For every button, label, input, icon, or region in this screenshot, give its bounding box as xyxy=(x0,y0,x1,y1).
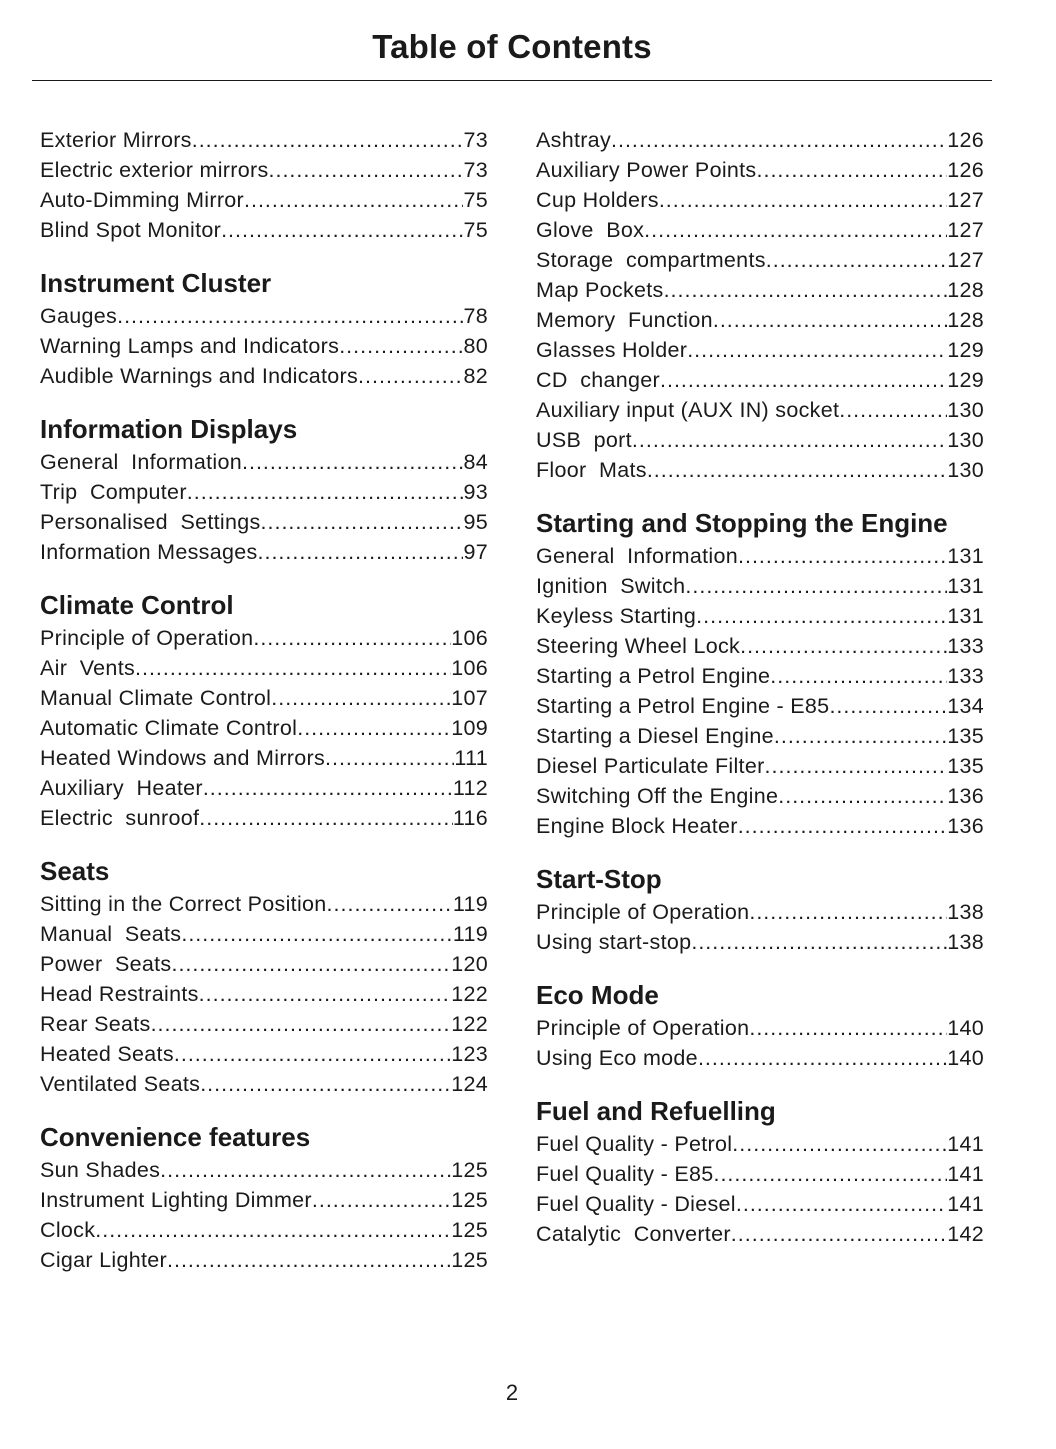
toc-entry[interactable] xyxy=(40,1185,488,1215)
toc-entry-label: Keyless Starting xyxy=(536,604,697,628)
toc-entry-label: Electric exterior mirrors xyxy=(40,158,269,182)
dot-leader xyxy=(187,477,464,507)
dot-leader xyxy=(199,803,453,833)
toc-entry[interactable] xyxy=(536,721,984,751)
dot-leader xyxy=(660,365,947,395)
toc-entry-page: 106 xyxy=(451,626,488,650)
toc-entry[interactable] xyxy=(40,949,488,979)
dot-leader xyxy=(244,185,463,215)
toc-entry-page: 131 xyxy=(947,544,984,568)
toc-entry-label: Floor Mats xyxy=(536,458,647,482)
dot-leader xyxy=(738,811,948,841)
toc-entry-page: 129 xyxy=(947,368,984,392)
toc-entry-page: 136 xyxy=(947,814,984,838)
toc-entry-page: 75 xyxy=(463,218,488,242)
toc-entry-page: 122 xyxy=(451,982,488,1006)
dot-leader xyxy=(732,1129,947,1159)
toc-entry-page: 75 xyxy=(463,188,488,212)
dot-leader xyxy=(757,155,948,185)
toc-entry[interactable] xyxy=(536,1159,984,1189)
toc-entry-page: 129 xyxy=(947,338,984,362)
toc-entry-label: Information Messages xyxy=(40,540,258,564)
toc-entry-page: 127 xyxy=(947,188,984,212)
page-title: Table of Contents xyxy=(372,28,652,65)
toc-entry[interactable] xyxy=(40,185,488,215)
dot-leader xyxy=(261,507,464,537)
section-heading: Starting and Stopping the Engine xyxy=(536,508,948,538)
toc-entry[interactable] xyxy=(40,215,488,245)
dot-leader xyxy=(632,425,947,455)
toc-entry-label: Glove Box xyxy=(536,218,645,242)
dot-leader xyxy=(713,1159,947,1189)
toc-entry[interactable] xyxy=(40,361,488,391)
toc-entry-label: Auxiliary Power Points xyxy=(536,158,757,182)
toc-entry-label: Trip Computer xyxy=(40,480,187,504)
toc-entry-label: Sitting in the Correct Position xyxy=(40,892,327,916)
toc-entry-label: Exterior Mirrors xyxy=(40,128,192,152)
toc-entry[interactable] xyxy=(536,395,984,425)
dot-leader xyxy=(749,1013,947,1043)
dot-leader xyxy=(691,927,947,957)
toc-entry-page: 120 xyxy=(451,952,488,976)
dot-leader xyxy=(774,721,947,751)
toc-entry[interactable] xyxy=(536,1189,984,1219)
toc-entry-page: 131 xyxy=(947,604,984,628)
toc-entry[interactable] xyxy=(536,125,984,155)
toc-entry[interactable] xyxy=(536,245,984,275)
toc-entry[interactable] xyxy=(40,1245,488,1275)
toc-entry-page: 119 xyxy=(452,922,488,946)
dot-leader xyxy=(199,979,452,1009)
dot-leader xyxy=(664,275,948,305)
toc-section xyxy=(536,125,984,485)
dot-leader xyxy=(151,1009,452,1039)
toc-entry-page: 125 xyxy=(451,1188,488,1212)
toc-entry-label: Heated Seats xyxy=(40,1042,174,1066)
toc-entry-label: Fuel Quality - Diesel xyxy=(536,1192,736,1216)
toc-entry-page: 135 xyxy=(947,724,984,748)
toc-entry-label: General Information xyxy=(40,450,242,474)
toc-entry[interactable] xyxy=(40,653,488,683)
dot-leader xyxy=(258,537,464,567)
dot-leader xyxy=(171,949,451,979)
toc-entry-page: 125 xyxy=(451,1218,488,1242)
toc-entry[interactable] xyxy=(536,185,984,215)
toc-entry[interactable] xyxy=(536,631,984,661)
toc-entry-page: 125 xyxy=(451,1248,488,1272)
dot-leader xyxy=(181,919,452,949)
dot-leader xyxy=(160,1155,451,1185)
toc-entry-label: Air Vents xyxy=(40,656,136,680)
toc-entry-page: 73 xyxy=(463,158,488,182)
toc-entry-page: 130 xyxy=(947,398,984,422)
toc-entry-label: Heated Windows and Mirrors xyxy=(40,746,326,770)
dot-leader xyxy=(192,125,464,155)
toc-entry-label: Ignition Switch xyxy=(536,574,686,598)
dot-leader xyxy=(325,743,454,773)
toc-entry-label: CD changer xyxy=(536,368,660,392)
toc-entry-label: Glasses Holder xyxy=(536,338,688,362)
toc-entry-page: 80 xyxy=(463,334,488,358)
toc-entry-page: 134 xyxy=(947,694,984,718)
toc-entry[interactable] xyxy=(536,1013,984,1043)
toc-entry-label: USB port xyxy=(536,428,632,452)
toc-entry-page: 123 xyxy=(451,1042,488,1066)
dot-leader xyxy=(269,155,464,185)
toc-entry-page: 93 xyxy=(463,480,488,504)
dot-leader xyxy=(221,215,463,245)
toc-entry-page: 78 xyxy=(463,304,488,328)
dot-leader xyxy=(327,889,453,919)
toc-entry-label: Memory Function xyxy=(536,308,713,332)
toc-entry-label: Starting a Petrol Engine xyxy=(536,664,771,688)
dot-leader xyxy=(770,661,947,691)
toc-entry-label: Principle of Operation xyxy=(40,626,254,650)
toc-entry-page: 130 xyxy=(947,458,984,482)
toc-entry[interactable] xyxy=(40,1155,488,1185)
toc-entry-label: Fuel Quality - E85 xyxy=(536,1162,714,1186)
toc-entry-label: Cup Holders xyxy=(536,188,659,212)
dot-leader xyxy=(200,1069,451,1099)
toc-entry[interactable] xyxy=(40,155,488,185)
toc-entry-label: Personalised Settings xyxy=(40,510,261,534)
toc-entry-page: 135 xyxy=(947,754,984,778)
page-number: 2 xyxy=(505,1380,519,1405)
toc-right-column xyxy=(536,125,984,1273)
toc-entry-page: 126 xyxy=(947,128,984,152)
toc-entry-page: 107 xyxy=(451,686,488,710)
dot-leader xyxy=(203,773,453,803)
toc-entry-label: Using Eco mode xyxy=(536,1046,698,1070)
toc-section xyxy=(536,509,984,841)
dot-leader xyxy=(647,455,947,485)
toc-entry-page: 142 xyxy=(947,1222,984,1246)
toc-entry-page: 138 xyxy=(947,900,984,924)
toc-entry[interactable] xyxy=(40,1039,488,1069)
toc-entry[interactable] xyxy=(536,1219,984,1249)
toc-entry-page: 133 xyxy=(947,664,984,688)
toc-entry-label: Power Seats xyxy=(40,952,172,976)
toc-entry-page: 109 xyxy=(451,716,488,740)
toc-entry-label: Head Restraints xyxy=(40,982,199,1006)
dot-leader xyxy=(778,781,947,811)
section-heading: Instrument Cluster xyxy=(40,268,272,298)
toc-section xyxy=(536,981,984,1073)
toc-entry-label: Auxiliary input (AUX IN) socket xyxy=(536,398,840,422)
toc-entry-label: Sun Shades xyxy=(40,1158,161,1182)
dot-leader xyxy=(696,601,947,631)
dot-leader xyxy=(95,1215,451,1245)
dot-leader xyxy=(685,571,947,601)
toc-entry-label: General Information xyxy=(536,544,738,568)
toc-entry[interactable] xyxy=(536,601,984,631)
toc-entry[interactable] xyxy=(40,743,488,773)
toc-entry-label: Instrument Lighting Dimmer xyxy=(40,1188,312,1212)
toc-entry[interactable] xyxy=(40,623,488,653)
toc-entry-page: 133 xyxy=(947,634,984,658)
toc-entry-label: Engine Block Heater xyxy=(536,814,738,838)
toc-section xyxy=(40,125,488,245)
dot-leader xyxy=(736,1189,947,1219)
toc-entry[interactable] xyxy=(40,773,488,803)
toc-section xyxy=(536,865,984,957)
toc-left-column xyxy=(40,125,488,1299)
toc-entry-label: Gauges xyxy=(40,304,118,328)
dot-leader xyxy=(766,245,947,275)
toc-entry[interactable] xyxy=(40,889,488,919)
toc-entry-page: 82 xyxy=(463,364,488,388)
toc-entry-label: Electric sunroof xyxy=(40,806,200,830)
section-heading: Eco Mode xyxy=(536,980,659,1010)
toc-entry[interactable] xyxy=(40,979,488,1009)
section-heading: Start-Stop xyxy=(536,864,662,894)
toc-entry-page: 127 xyxy=(947,218,984,242)
toc-entry[interactable] xyxy=(40,125,488,155)
dot-leader xyxy=(644,215,947,245)
toc-entry-page: 111 xyxy=(454,746,488,770)
toc-entry-label: Starting a Petrol Engine - E85 xyxy=(536,694,830,718)
toc-entry[interactable] xyxy=(40,447,488,477)
toc-section xyxy=(40,269,488,391)
toc-entry-page: 122 xyxy=(451,1012,488,1036)
toc-entry-label: Using start-stop xyxy=(536,930,692,954)
toc-entry[interactable] xyxy=(536,215,984,245)
toc-entry[interactable] xyxy=(40,683,488,713)
dot-leader xyxy=(749,897,947,927)
toc-entry[interactable] xyxy=(40,1215,488,1245)
toc-entry[interactable] xyxy=(536,1129,984,1159)
toc-entry-label: Rear Seats xyxy=(40,1012,151,1036)
dot-leader xyxy=(253,623,451,653)
section-heading: Seats xyxy=(40,856,110,886)
toc-entry[interactable] xyxy=(536,781,984,811)
toc-entry[interactable] xyxy=(40,919,488,949)
toc-entry-label: Manual Climate Control xyxy=(40,686,272,710)
toc-entry[interactable] xyxy=(40,331,488,361)
toc-entry-label: Steering Wheel Lock xyxy=(536,634,741,658)
toc-entry-page: 138 xyxy=(947,930,984,954)
dot-leader xyxy=(358,361,463,391)
section-heading: Fuel and Refuelling xyxy=(536,1096,776,1126)
dot-leader xyxy=(829,691,947,721)
toc-entry-label: Catalytic Converter xyxy=(536,1222,731,1246)
toc-entry-page: 95 xyxy=(463,510,488,534)
dot-leader xyxy=(731,1219,947,1249)
toc-entry-page: 128 xyxy=(947,278,984,302)
dot-leader xyxy=(611,125,947,155)
toc-entry[interactable] xyxy=(536,365,984,395)
dot-leader xyxy=(713,305,947,335)
dot-leader xyxy=(312,1185,451,1215)
toc-entry-page: 106 xyxy=(451,656,488,680)
toc-section xyxy=(40,857,488,1099)
toc-entry[interactable] xyxy=(536,811,984,841)
toc-entry-page: 126 xyxy=(947,158,984,182)
toc-entry-page: 84 xyxy=(463,450,488,474)
toc-entry-label: Cigar Lighter xyxy=(40,1248,167,1272)
toc-entry-label: Ventilated Seats xyxy=(40,1072,201,1096)
dot-leader xyxy=(297,713,451,743)
toc-entry-label: Fuel Quality - Petrol xyxy=(536,1132,733,1156)
toc-entry-label: Diesel Particulate Filter xyxy=(536,754,765,778)
toc-entry[interactable] xyxy=(536,305,984,335)
dot-leader xyxy=(135,653,451,683)
toc-entry[interactable] xyxy=(40,1009,488,1039)
dot-leader xyxy=(659,185,947,215)
toc-entry[interactable] xyxy=(536,455,984,485)
toc-entry-label: Ashtray xyxy=(536,128,611,152)
dot-leader xyxy=(738,541,947,571)
toc-entry-page: 128 xyxy=(947,308,984,332)
toc-entry[interactable] xyxy=(536,425,984,455)
toc-entry-page: 116 xyxy=(452,806,488,830)
dot-leader xyxy=(339,331,463,361)
toc-entry[interactable] xyxy=(40,477,488,507)
dot-leader xyxy=(271,683,451,713)
toc-entry[interactable] xyxy=(536,897,984,927)
toc-entry[interactable] xyxy=(536,691,984,721)
toc-entry-label: Warning Lamps and Indicators xyxy=(40,334,340,358)
toc-entry-label: Auxiliary Heater xyxy=(40,776,203,800)
dot-leader xyxy=(740,631,947,661)
toc-entry[interactable] xyxy=(536,661,984,691)
toc-entry[interactable] xyxy=(536,751,984,781)
toc-entry[interactable] xyxy=(40,803,488,833)
toc-entry[interactable] xyxy=(536,155,984,185)
toc-entry-label: Clock xyxy=(40,1218,96,1242)
toc-entry[interactable] xyxy=(40,507,488,537)
toc-entry-page: 140 xyxy=(947,1046,984,1070)
toc-entry-page: 130 xyxy=(947,428,984,452)
toc-entry[interactable] xyxy=(40,713,488,743)
toc-entry[interactable] xyxy=(536,571,984,601)
toc-entry-label: Starting a Diesel Engine xyxy=(536,724,774,748)
toc-section xyxy=(40,591,488,833)
dot-leader xyxy=(698,1043,947,1073)
toc-entry-page: 131 xyxy=(947,574,984,598)
dot-leader xyxy=(117,301,463,331)
toc-entry-page: 119 xyxy=(452,892,488,916)
toc-entry[interactable] xyxy=(536,541,984,571)
toc-entry-label: Audible Warnings and Indicators xyxy=(40,364,359,388)
toc-entry-page: 141 xyxy=(947,1192,984,1216)
toc-entry-label: Map Pockets xyxy=(536,278,664,302)
dot-leader xyxy=(839,395,947,425)
toc-entry-label: Auto-Dimming Mirror xyxy=(40,188,244,212)
section-heading: Information Displays xyxy=(40,414,298,444)
toc-entry-page: 127 xyxy=(947,248,984,272)
toc-entry-page: 73 xyxy=(463,128,488,152)
toc-entry-page: 141 xyxy=(947,1132,984,1156)
toc-entry-label: Switching Off the Engine xyxy=(536,784,779,808)
dot-leader xyxy=(765,751,948,781)
toc-entry-page: 140 xyxy=(947,1016,984,1040)
toc-entry[interactable] xyxy=(536,927,984,957)
toc-entry[interactable] xyxy=(40,301,488,331)
toc-section xyxy=(40,1123,488,1275)
toc-entry-label: Blind Spot Monitor xyxy=(40,218,222,242)
toc-entry[interactable] xyxy=(40,537,488,567)
dot-leader xyxy=(174,1039,451,1069)
toc-entry-label: Storage compartments xyxy=(536,248,766,272)
section-heading: Climate Control xyxy=(40,590,234,620)
toc-section xyxy=(536,1097,984,1249)
toc-entry-page: 136 xyxy=(947,784,984,808)
toc-entry[interactable] xyxy=(536,1043,984,1073)
toc-entry-page: 97 xyxy=(463,540,488,564)
toc-entry-page: 124 xyxy=(451,1072,488,1096)
dot-leader xyxy=(687,335,947,365)
toc-entry-page: 141 xyxy=(947,1162,984,1186)
dot-leader xyxy=(242,447,463,477)
toc-entry[interactable] xyxy=(536,275,984,305)
toc-entry[interactable] xyxy=(536,335,984,365)
section-heading: Convenience features xyxy=(40,1122,311,1152)
title-divider xyxy=(32,80,992,81)
toc-entry-page: 125 xyxy=(451,1158,488,1182)
toc-entry-label: Manual Seats xyxy=(40,922,182,946)
toc-entry-label: Principle of Operation xyxy=(536,900,750,924)
toc-entry-page: 112 xyxy=(452,776,488,800)
toc-entry[interactable] xyxy=(40,1069,488,1099)
toc-entry-label: Principle of Operation xyxy=(536,1016,750,1040)
dot-leader xyxy=(167,1245,451,1275)
toc-section xyxy=(40,415,488,567)
toc-entry-label: Automatic Climate Control xyxy=(40,716,298,740)
